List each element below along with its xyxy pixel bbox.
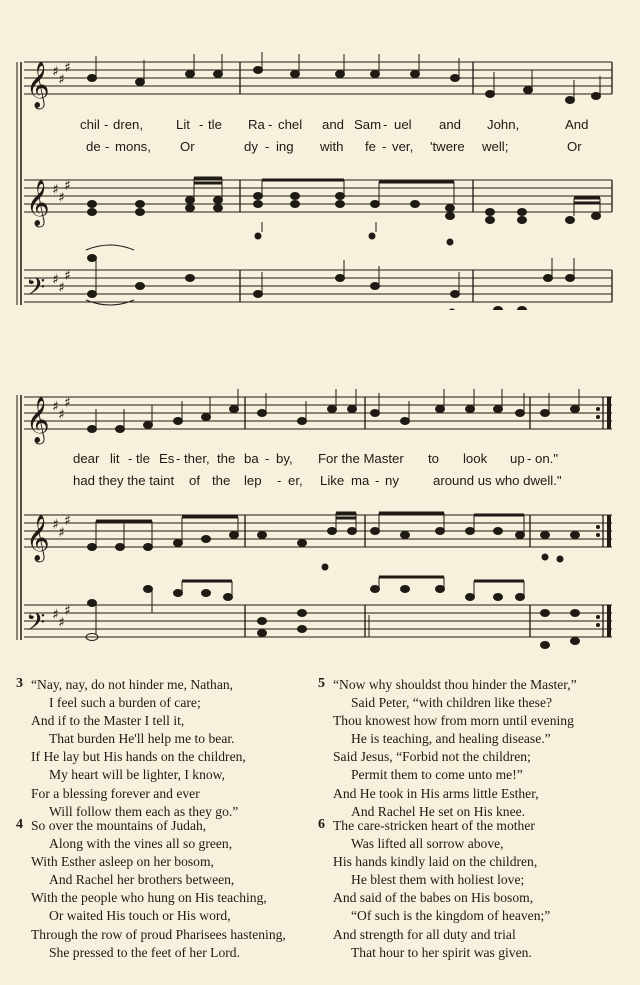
verse-line: That hour to her spirit was given. — [351, 944, 532, 960]
verse-line: And He took in His arms little Esther, — [333, 785, 539, 801]
syllable: and — [439, 117, 462, 132]
syllable: - — [176, 451, 181, 466]
syllable: look — [463, 451, 488, 466]
syllable: And — [565, 117, 589, 132]
verse-line: And Rachel her brothers between, — [49, 872, 235, 888]
syllable: ver, — [392, 139, 414, 154]
svg-text:♯: ♯ — [64, 268, 71, 284]
music-system-2 — [0, 385, 640, 655]
svg-text:♯: ♯ — [58, 280, 65, 296]
syllable: - — [199, 117, 204, 132]
syllable: - — [277, 473, 282, 488]
syllable: chel — [278, 117, 303, 132]
syllable: fe — [365, 139, 376, 154]
syllable: lit — [110, 451, 120, 466]
verse-line: And said of the babes on His bosom, — [333, 890, 534, 906]
syllable: well; — [482, 139, 509, 154]
verse-line: Or waited His touch or His word, — [49, 908, 231, 924]
verse-line: Along with the vines all so green, — [49, 836, 233, 852]
syllable: the — [217, 451, 236, 466]
syllable: dear — [73, 451, 100, 466]
syllable: Sam — [354, 117, 382, 132]
syllable: with — [320, 139, 344, 154]
svg-text:♯: ♯ — [58, 190, 65, 206]
syllable: and — [322, 117, 345, 132]
verse-line: Permit them to come unto me!” — [351, 767, 523, 783]
verse-line: With Esther asleep on her bosom, — [31, 854, 214, 870]
syllable: ny — [385, 473, 399, 488]
verse-3-number: 3 — [16, 676, 23, 691]
verse-line: And if to the Master I tell it, — [31, 713, 185, 729]
syllable: - — [268, 117, 273, 132]
svg-text:♯: ♯ — [64, 395, 71, 411]
syllable: - — [265, 451, 270, 466]
verse-line: Through the row of proud Pharisees hastening, — [31, 926, 286, 942]
svg-text:𝄞: 𝄞 — [26, 397, 50, 443]
svg-text:𝄞: 𝄞 — [26, 180, 50, 226]
svg-text:𝄞: 𝄞 — [26, 62, 50, 108]
svg-text:♯: ♯ — [58, 407, 65, 423]
lyrics-line-4 — [0, 473, 640, 491]
verse-line: Thou knowest how from morn until evening — [333, 713, 574, 729]
verse-line: He blest them with holiest love; — [351, 872, 525, 888]
verse-line: I feel such a burden of care; — [49, 695, 201, 711]
svg-text:♯: ♯ — [52, 182, 59, 198]
syllable: - — [265, 139, 270, 154]
verse-line: The care-stricken heart of the mother — [333, 818, 535, 833]
syllable: dy — [244, 139, 258, 154]
syllable: to — [428, 451, 439, 466]
svg-text:♯: ♯ — [58, 615, 65, 631]
syllable: chil — [80, 117, 100, 132]
syllable: - — [128, 451, 133, 466]
syllable: Lit — [176, 117, 190, 132]
syllable: Es — [159, 451, 175, 466]
syllable: ba — [244, 451, 259, 466]
syllable: on." — [535, 451, 559, 466]
svg-text:♯: ♯ — [64, 603, 71, 619]
syllable: de — [86, 139, 101, 154]
svg-text:♯: ♯ — [58, 525, 65, 541]
verse-line: She pressed to the feet of her Lord. — [49, 944, 241, 960]
syllable: tle — [208, 117, 222, 132]
verse-4-number: 4 — [16, 817, 23, 832]
syllable: mons, — [115, 139, 151, 154]
verse-line: “Of such is the kingdom of heaven;” — [351, 908, 551, 924]
svg-text:♯: ♯ — [52, 607, 59, 623]
svg-text:𝄢: 𝄢 — [26, 608, 46, 643]
verse-line: And strength for all duty and trial — [333, 926, 516, 942]
syllable: Ra — [248, 117, 265, 132]
verse-6-number: 6 — [318, 817, 325, 832]
svg-text:♯: ♯ — [64, 178, 71, 194]
syllable: around us who dwell." — [433, 473, 562, 488]
verse-5-number: 5 — [318, 676, 325, 691]
syllable: - — [375, 473, 380, 488]
syllable: For the Master — [318, 451, 404, 466]
syllable: lep — [244, 473, 262, 488]
svg-text:♯: ♯ — [52, 272, 59, 288]
syllable: uel — [394, 117, 412, 132]
svg-text:𝄢: 𝄢 — [26, 273, 46, 308]
verse-line: That burden He'll help me to bear. — [49, 731, 235, 747]
verse-5 — [333, 676, 577, 821]
svg-text:♯: ♯ — [64, 513, 71, 529]
verse-4 — [31, 817, 286, 962]
verse-3 — [31, 676, 246, 821]
lyrics-line-2 — [0, 139, 640, 157]
syllable: ther, — [184, 451, 210, 466]
lyrics-line-1 — [0, 117, 640, 135]
verse-line: Will follow them each as they go.” — [49, 803, 239, 819]
svg-text:𝄞: 𝄞 — [26, 515, 50, 561]
verse-line: Was lifted all sorrow above, — [351, 836, 504, 852]
verse-line: “Nay, nay, do not hinder me, Nathan, — [31, 677, 234, 692]
verse-line: Said Jesus, “Forbid not the children; — [333, 749, 531, 765]
svg-text:♯: ♯ — [58, 72, 65, 88]
syllable: ing — [276, 139, 294, 154]
syllable: - — [104, 117, 109, 132]
verse-line: “Now why shouldst thou hinder the Master,” — [333, 677, 577, 692]
verse-line: If He lay but His hands on the children, — [31, 749, 246, 765]
syllable: of — [189, 473, 200, 488]
syllable: Or — [180, 139, 195, 154]
verse-line: So over the mountains of Judah, — [31, 818, 207, 833]
syllable: er, — [288, 473, 303, 488]
syllable: John, — [487, 117, 520, 132]
verse-line: And Rachel He set on His knee. — [351, 803, 526, 819]
syllable: by, — [276, 451, 293, 466]
syllable: the — [212, 473, 231, 488]
svg-text:♯: ♯ — [64, 60, 71, 76]
syllable: tle — [136, 451, 150, 466]
music-system-1 — [0, 50, 640, 310]
syllable: - — [383, 117, 388, 132]
verse-6 — [333, 817, 550, 962]
syllable: Or — [567, 139, 582, 154]
verse-line: Said Peter, “with children like these? — [351, 695, 553, 711]
lyrics-line-3 — [0, 451, 640, 469]
syllable: Like — [320, 473, 345, 488]
syllable: - — [527, 451, 532, 466]
syllable: ma — [351, 473, 370, 488]
syllable: dren, — [113, 117, 144, 132]
staff-notation-system-1 — [0, 50, 640, 310]
verse-line: With the people who hung on His teaching, — [31, 890, 267, 906]
verse-line: My heart will be lighter, I know, — [49, 767, 226, 783]
syllable: had they the taint — [73, 473, 175, 488]
syllable: 'twere — [430, 139, 465, 154]
syllable: - — [382, 139, 387, 154]
verse-line: He is teaching, and healing disease.” — [351, 731, 551, 747]
svg-text:♯: ♯ — [52, 517, 59, 533]
svg-text:♯: ♯ — [52, 399, 59, 415]
verse-line: For a blessing forever and ever — [31, 785, 200, 801]
syllable: - — [105, 139, 110, 154]
syllable: up — [510, 451, 525, 466]
staff-notation-system-2 — [0, 385, 640, 655]
verse-line: His hands kindly laid on the children, — [333, 854, 538, 870]
svg-text:♯: ♯ — [52, 64, 59, 80]
